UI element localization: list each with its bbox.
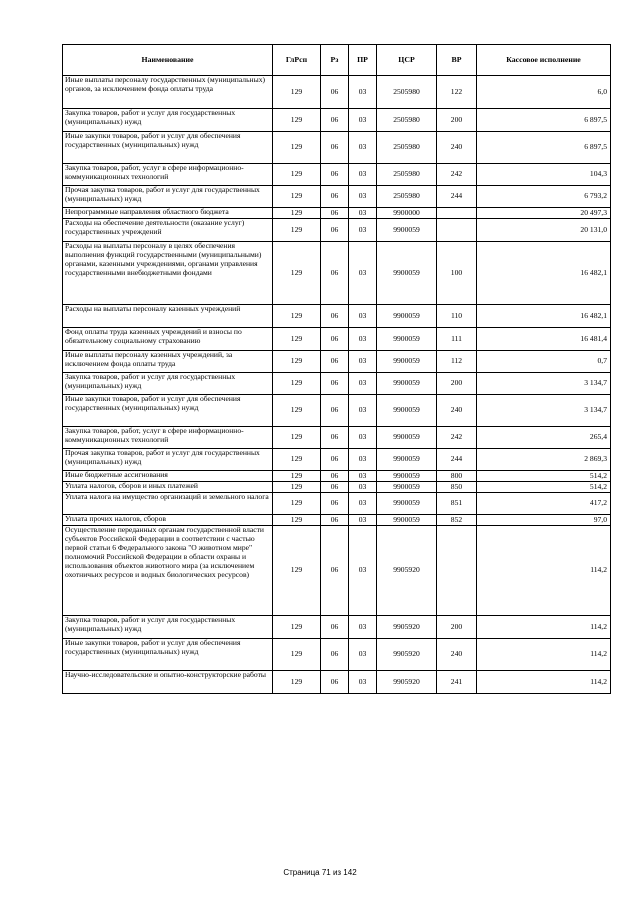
cell-pr: 03	[349, 395, 377, 427]
cell-vr: 241	[437, 671, 477, 694]
header-pr: ПР	[349, 45, 377, 76]
cell-glrsp: 129	[273, 515, 321, 526]
cell-glrsp: 129	[273, 208, 321, 219]
cell-pr: 03	[349, 305, 377, 328]
cell-name: Уплата налогов, сборов и иных платежей	[63, 482, 273, 493]
cell-rz: 06	[321, 526, 349, 616]
header-vr: ВР	[437, 45, 477, 76]
cell-vr: 242	[437, 164, 477, 186]
table-row	[63, 515, 611, 526]
table-row	[63, 526, 611, 616]
cell-glrsp: 129	[273, 639, 321, 671]
cell-name: Фонд оплаты труда казенных учреждений и взносы по обязательному социальному страхованию	[63, 328, 273, 351]
cell-vr	[437, 208, 477, 219]
table-row	[63, 449, 611, 471]
cell-name: Уплата налога на имущество организаций и земельного налога	[63, 493, 273, 515]
cell-pr: 03	[349, 427, 377, 449]
cell-amount: 20 131,0	[477, 219, 611, 242]
cell-rz: 06	[321, 639, 349, 671]
cell-rz: 06	[321, 76, 349, 109]
cell-vr: 200	[437, 373, 477, 395]
cell-csr: 9900059	[377, 449, 437, 471]
table-row	[63, 76, 611, 109]
cell-csr: 9905920	[377, 526, 437, 616]
cell-csr: 9900059	[377, 395, 437, 427]
table-row	[63, 373, 611, 395]
cell-glrsp: 129	[273, 351, 321, 373]
cell-csr: 9905920	[377, 639, 437, 671]
cell-amount: 0,7	[477, 351, 611, 373]
cell-glrsp: 129	[273, 471, 321, 482]
cell-vr: 112	[437, 351, 477, 373]
cell-glrsp: 129	[273, 616, 321, 639]
cell-amount: 16 482,1	[477, 305, 611, 328]
cell-pr: 03	[349, 616, 377, 639]
cell-amount: 3 134,7	[477, 395, 611, 427]
cell-glrsp: 129	[273, 493, 321, 515]
header-rz: Рз	[321, 45, 349, 76]
budget-table	[62, 44, 611, 694]
cell-glrsp: 129	[273, 242, 321, 305]
cell-rz: 06	[321, 328, 349, 351]
cell-rz: 06	[321, 671, 349, 694]
cell-glrsp: 129	[273, 328, 321, 351]
cell-name: Научно-исследовательские и опытно-конструкторские работы	[63, 671, 273, 694]
cell-csr: 9900059	[377, 373, 437, 395]
cell-amount: 514,2	[477, 471, 611, 482]
cell-pr: 03	[349, 671, 377, 694]
table-row	[63, 493, 611, 515]
cell-vr: 240	[437, 132, 477, 164]
cell-glrsp: 129	[273, 76, 321, 109]
cell-csr: 9900059	[377, 427, 437, 449]
cell-rz: 06	[321, 616, 349, 639]
cell-csr: 2505980	[377, 76, 437, 109]
header-row	[63, 45, 611, 76]
cell-pr: 03	[349, 449, 377, 471]
table-row	[63, 219, 611, 242]
cell-csr: 9905920	[377, 671, 437, 694]
cell-amount: 2 869,3	[477, 449, 611, 471]
cell-vr: 244	[437, 449, 477, 471]
cell-rz: 06	[321, 351, 349, 373]
cell-rz: 06	[321, 482, 349, 493]
cell-vr: 200	[437, 616, 477, 639]
cell-glrsp: 129	[273, 186, 321, 208]
cell-glrsp: 129	[273, 671, 321, 694]
table-row	[63, 242, 611, 305]
cell-amount: 6 897,5	[477, 109, 611, 132]
cell-glrsp: 129	[273, 305, 321, 328]
cell-glrsp: 129	[273, 449, 321, 471]
cell-pr: 03	[349, 242, 377, 305]
cell-name: Иные закупки товаров, работ и услуг для обеспечения государственных (муниципальных) нужд	[63, 395, 273, 427]
table-row	[63, 186, 611, 208]
cell-rz: 06	[321, 132, 349, 164]
cell-pr: 03	[349, 132, 377, 164]
cell-name: Закупка товаров, работ и услуг для государственных (муниципальных) нужд	[63, 109, 273, 132]
cell-pr: 03	[349, 482, 377, 493]
cell-amount: 6,0	[477, 76, 611, 109]
cell-amount: 104,3	[477, 164, 611, 186]
cell-name: Прочая закупка товаров, работ и услуг для государственных (муниципальных) нужд	[63, 449, 273, 471]
cell-name: Закупка товаров, работ, услуг в сфере информационно-коммуникационных технологий	[63, 427, 273, 449]
cell-rz: 06	[321, 449, 349, 471]
cell-name: Непрограммные направления областного бюджета	[63, 208, 273, 219]
header-name: Наименование	[63, 45, 273, 76]
cell-csr: 2505980	[377, 186, 437, 208]
cell-rz: 06	[321, 242, 349, 305]
cell-name: Иные закупки товаров, работ и услуг для обеспечения государственных (муниципальных) нужд	[63, 132, 273, 164]
cell-vr: 200	[437, 109, 477, 132]
table-row	[63, 482, 611, 493]
cell-vr: 110	[437, 305, 477, 328]
cell-csr: 2505980	[377, 132, 437, 164]
cell-amount: 114,2	[477, 639, 611, 671]
cell-name: Иные бюджетные ассигнования	[63, 471, 273, 482]
table-row	[63, 164, 611, 186]
cell-amount: 114,2	[477, 671, 611, 694]
cell-vr	[437, 219, 477, 242]
cell-vr: 100	[437, 242, 477, 305]
table-row	[63, 109, 611, 132]
cell-name: Уплата прочих налогов, сборов	[63, 515, 273, 526]
cell-name: Иные выплаты персоналу государственных (муниципальных) органов, за исключением фонда оплаты труда	[63, 76, 273, 109]
cell-rz: 06	[321, 219, 349, 242]
cell-glrsp: 129	[273, 109, 321, 132]
cell-amount: 265,4	[477, 427, 611, 449]
cell-vr: 244	[437, 186, 477, 208]
cell-csr: 9900059	[377, 305, 437, 328]
table-row	[63, 427, 611, 449]
cell-glrsp: 129	[273, 132, 321, 164]
cell-csr: 9900059	[377, 328, 437, 351]
cell-pr: 03	[349, 373, 377, 395]
cell-pr: 03	[349, 515, 377, 526]
cell-glrsp: 129	[273, 395, 321, 427]
cell-name: Прочая закупка товаров, работ и услуг для государственных (муниципальных) нужд	[63, 186, 273, 208]
cell-pr: 03	[349, 328, 377, 351]
cell-vr: 240	[437, 639, 477, 671]
cell-csr: 9900059	[377, 493, 437, 515]
table-row	[63, 471, 611, 482]
cell-amount: 417,2	[477, 493, 611, 515]
table-row	[63, 132, 611, 164]
table-row	[63, 305, 611, 328]
cell-name: Расходы на обеспечение деятельности (оказание услуг) государственных учреждений	[63, 219, 273, 242]
table-row	[63, 351, 611, 373]
cell-csr: 2505980	[377, 109, 437, 132]
cell-rz: 06	[321, 373, 349, 395]
cell-rz: 06	[321, 305, 349, 328]
cell-rz: 06	[321, 208, 349, 219]
cell-csr: 2505980	[377, 164, 437, 186]
cell-rz: 06	[321, 186, 349, 208]
cell-name: Расходы на выплаты персоналу казенных учреждений	[63, 305, 273, 328]
cell-csr: 9900059	[377, 219, 437, 242]
cell-vr: 850	[437, 482, 477, 493]
cell-rz: 06	[321, 395, 349, 427]
cell-pr: 03	[349, 351, 377, 373]
cell-csr: 9900059	[377, 515, 437, 526]
cell-csr: 9905920	[377, 616, 437, 639]
cell-glrsp: 129	[273, 219, 321, 242]
table-row	[63, 639, 611, 671]
cell-amount: 16 481,4	[477, 328, 611, 351]
cell-vr: 800	[437, 471, 477, 482]
cell-amount: 20 497,3	[477, 208, 611, 219]
cell-amount: 114,2	[477, 526, 611, 616]
page-number: Страница 71 из 142	[283, 868, 357, 877]
cell-vr: 240	[437, 395, 477, 427]
cell-amount: 114,2	[477, 616, 611, 639]
table-header	[63, 45, 611, 76]
cell-csr: 9900000	[377, 208, 437, 219]
cell-pr: 03	[349, 639, 377, 671]
table-row	[63, 395, 611, 427]
cell-csr: 9900059	[377, 242, 437, 305]
cell-pr: 03	[349, 493, 377, 515]
cell-rz: 06	[321, 427, 349, 449]
cell-name: Иные закупки товаров, работ и услуг для обеспечения государственных (муниципальных) нужд	[63, 639, 273, 671]
cell-amount: 6 793,2	[477, 186, 611, 208]
cell-amount: 514,2	[477, 482, 611, 493]
cell-name: Иные выплаты персоналу казенных учреждений, за исключением фонда оплаты труда	[63, 351, 273, 373]
cell-amount: 97,0	[477, 515, 611, 526]
cell-vr: 851	[437, 493, 477, 515]
cell-name: Осуществление переданных органам государственной власти субъектов Российской Федерации в соответствии с частью первой статьи 6 Федерального закона "О животном мире" полномочий Российской Федерации в области охраны и использования объектов животного мира (за исключением охотничьих ресурсов и водных биологических ресурсов)	[63, 526, 273, 616]
cell-pr: 03	[349, 526, 377, 616]
cell-rz: 06	[321, 471, 349, 482]
cell-name: Расходы на выплаты персоналу в целях обеспечения выполнения функций государственными (муниципальными) органами, казенными учреждениями, органами управления государственными внебюджетными фондами	[63, 242, 273, 305]
cell-glrsp: 129	[273, 164, 321, 186]
cell-csr: 9900059	[377, 482, 437, 493]
cell-name: Закупка товаров, работ, услуг в сфере информационно-коммуникационных технологий	[63, 164, 273, 186]
cell-rz: 06	[321, 109, 349, 132]
cell-name: Закупка товаров, работ и услуг для государственных (муниципальных) нужд	[63, 373, 273, 395]
cell-glrsp: 129	[273, 526, 321, 616]
cell-amount: 6 897,5	[477, 132, 611, 164]
cell-rz: 06	[321, 515, 349, 526]
cell-vr: 242	[437, 427, 477, 449]
cell-pr: 03	[349, 76, 377, 109]
cell-glrsp: 129	[273, 427, 321, 449]
cell-vr: 122	[437, 76, 477, 109]
cell-pr: 03	[349, 109, 377, 132]
header-amount: Кассовое исполнение	[477, 45, 611, 76]
cell-glrsp: 129	[273, 482, 321, 493]
table-row	[63, 208, 611, 219]
cell-rz: 06	[321, 493, 349, 515]
cell-vr: 852	[437, 515, 477, 526]
table-body	[63, 76, 611, 694]
cell-vr	[437, 526, 477, 616]
cell-rz: 06	[321, 164, 349, 186]
table-row	[63, 328, 611, 351]
header-csr: ЦСР	[377, 45, 437, 76]
header-glrsp: ГлРсп	[273, 45, 321, 76]
cell-pr: 03	[349, 219, 377, 242]
cell-amount: 3 134,7	[477, 373, 611, 395]
table-row	[63, 671, 611, 694]
cell-vr: 111	[437, 328, 477, 351]
cell-pr: 03	[349, 471, 377, 482]
cell-csr: 9900059	[377, 471, 437, 482]
cell-amount: 16 482,1	[477, 242, 611, 305]
cell-pr: 03	[349, 186, 377, 208]
table-row	[63, 616, 611, 639]
cell-name: Закупка товаров, работ и услуг для государственных (муниципальных) нужд	[63, 616, 273, 639]
cell-glrsp: 129	[273, 373, 321, 395]
cell-pr: 03	[349, 208, 377, 219]
cell-csr: 9900059	[377, 351, 437, 373]
cell-pr: 03	[349, 164, 377, 186]
